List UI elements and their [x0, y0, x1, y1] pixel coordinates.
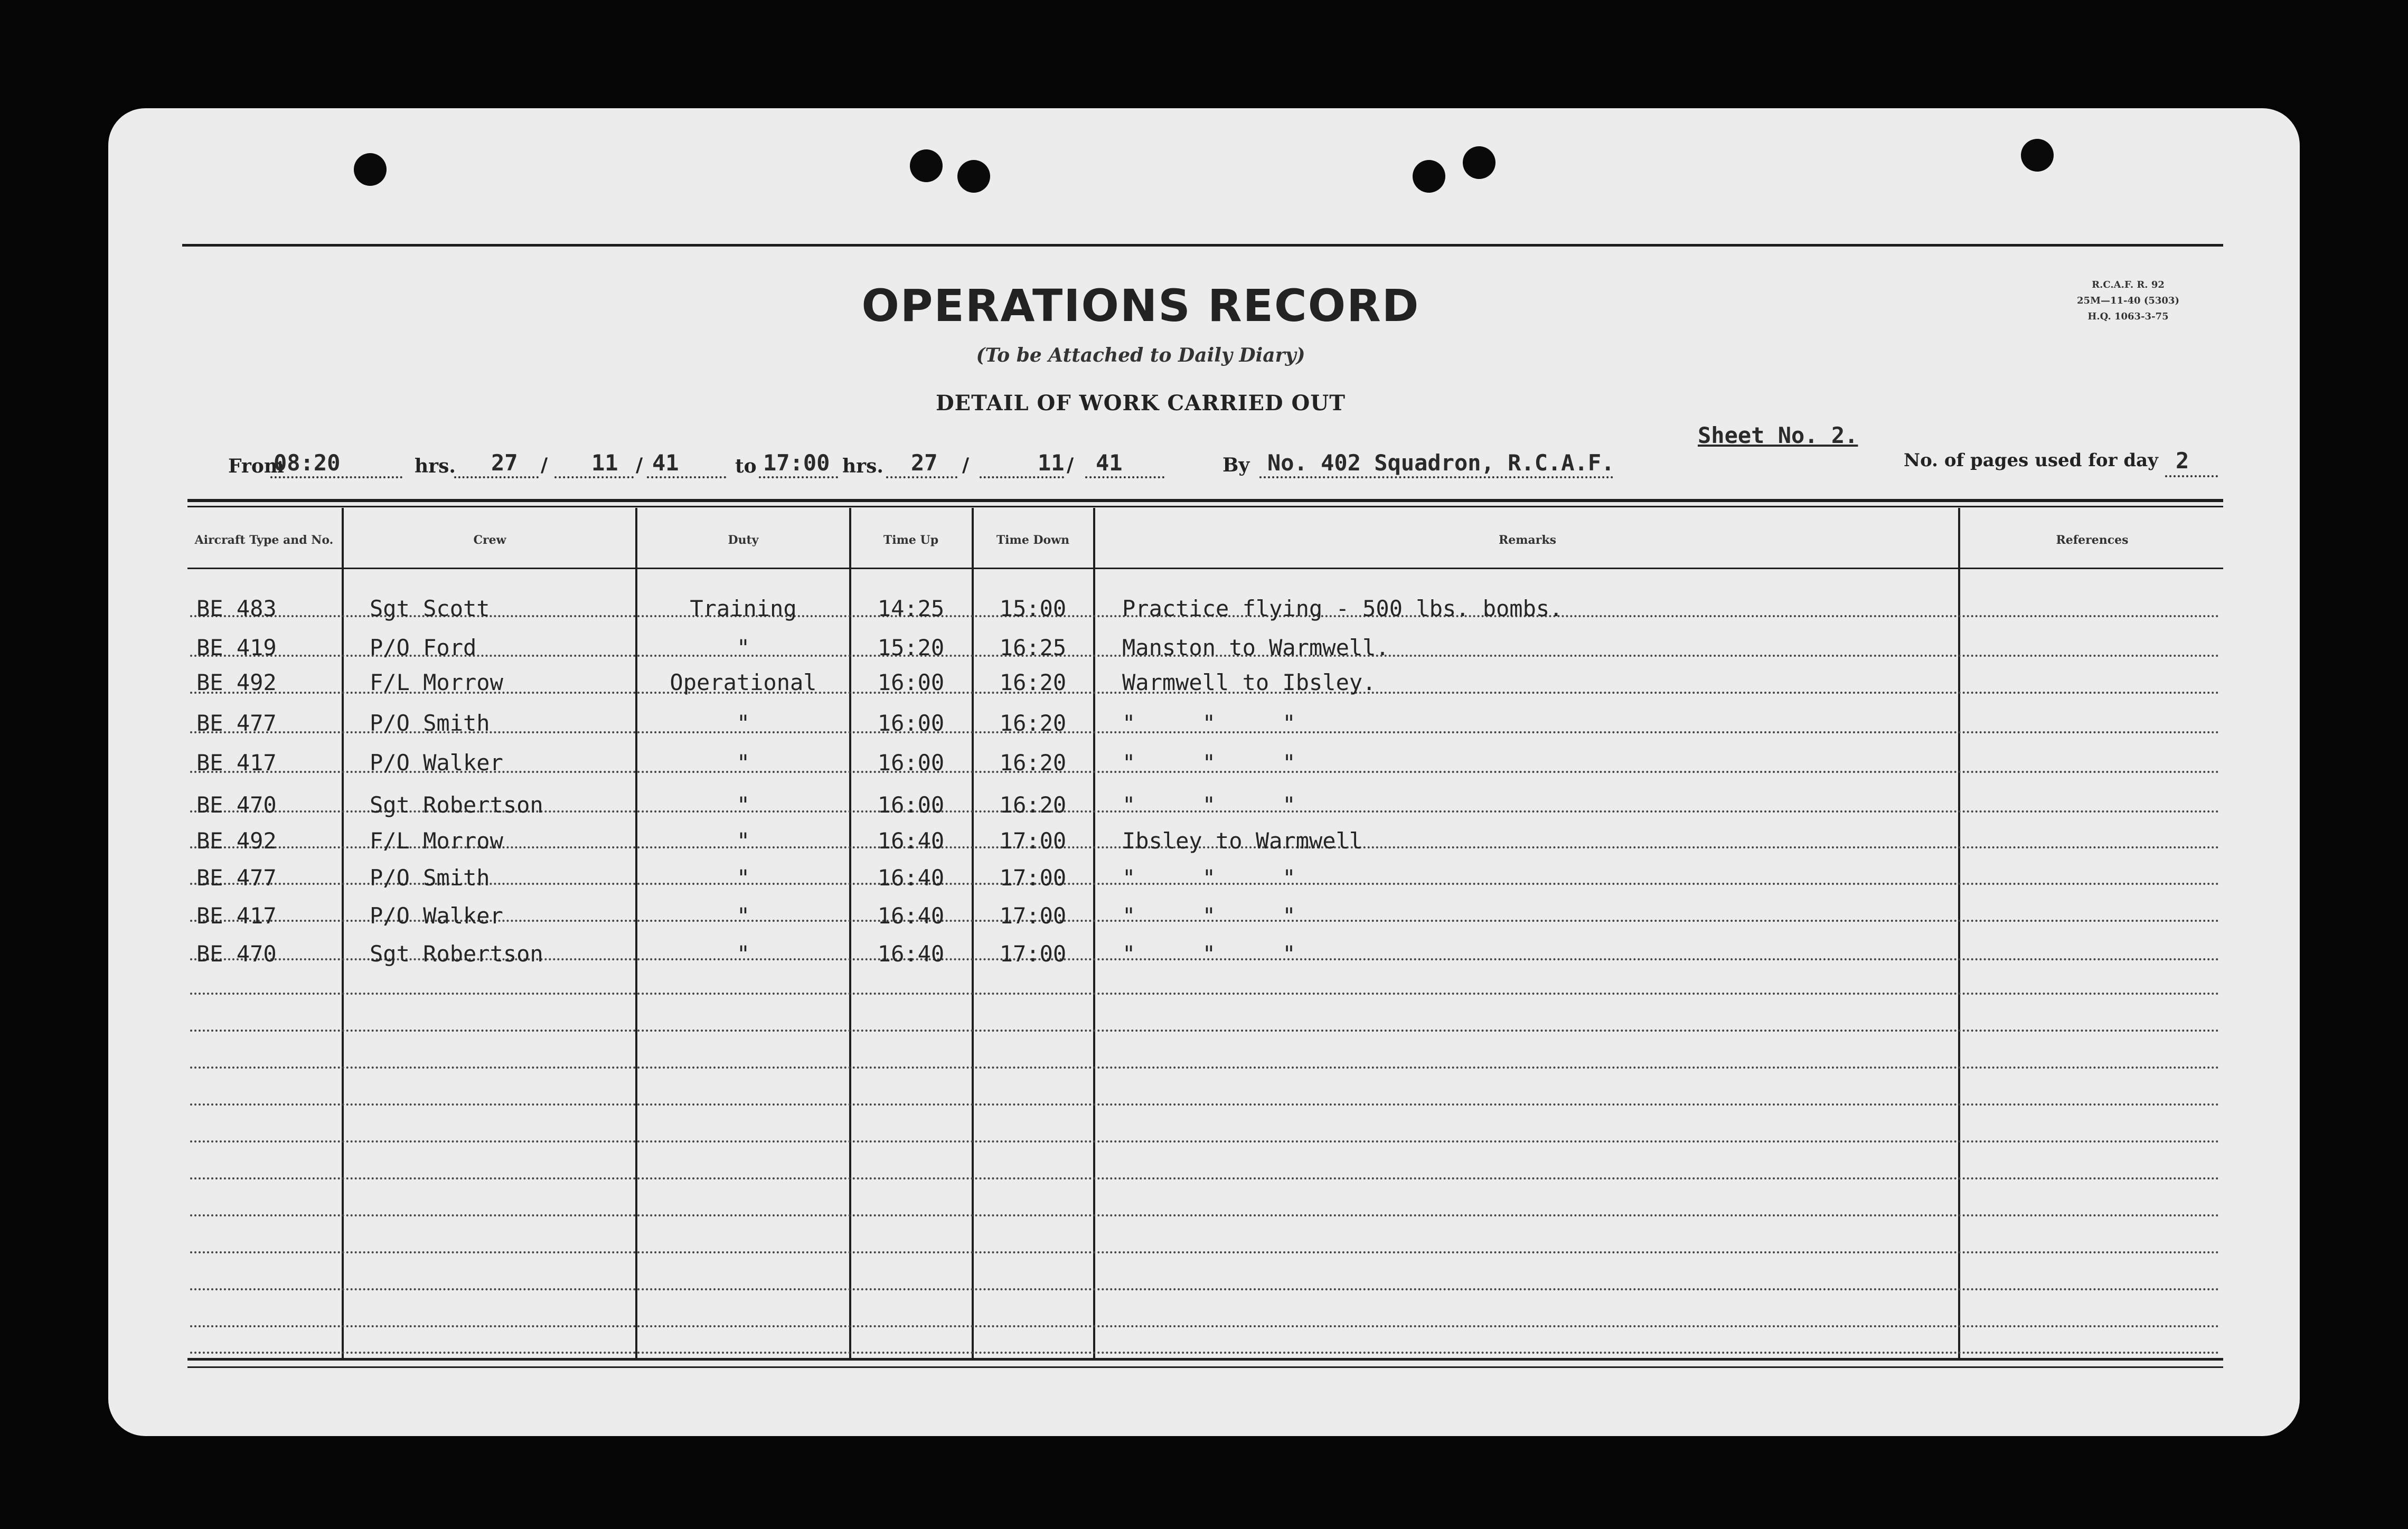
crew-cell: P/O Ford — [370, 635, 477, 660]
page-title: OPERATIONS RECORD — [861, 280, 1420, 332]
top-rule — [182, 244, 2223, 247]
header-time-up: Time Up — [883, 533, 939, 547]
to-day-line — [886, 476, 957, 478]
duty-cell: Training — [690, 596, 797, 621]
punch-hole — [354, 153, 387, 186]
punch-hole — [1463, 146, 1495, 179]
form-ref-line: 25M—11-40 (5303) — [2077, 295, 2179, 306]
from-day-line — [454, 476, 539, 478]
duty-cell: " — [736, 750, 750, 776]
remarks-cell: " " " — [1122, 792, 1296, 818]
ruling-line — [190, 1352, 2221, 1354]
time-down-cell: 16:25 — [999, 635, 1067, 660]
to-year: 41 — [1096, 450, 1123, 476]
time-down-cell: 17:00 — [999, 903, 1067, 929]
pages-line — [2165, 475, 2218, 477]
ruling-line — [190, 1214, 2221, 1216]
squadron-line — [1259, 476, 1613, 478]
by-label: By — [1222, 454, 1250, 476]
date-slash: / — [962, 454, 970, 476]
remarks-cell: " " " — [1122, 903, 1296, 929]
aircraft-cell: BE 417 — [196, 750, 277, 776]
crew-cell: F/L Morrow — [370, 828, 503, 854]
time-down-cell: 17:00 — [999, 865, 1067, 891]
time-down-cell: 17:00 — [999, 941, 1067, 967]
crew-cell: P/O Smith — [370, 710, 490, 736]
remarks-cell: " " " — [1122, 750, 1296, 776]
remarks-cell: " " " — [1122, 865, 1296, 891]
time-up-cell: 16:00 — [877, 750, 945, 776]
aircraft-cell: BE 470 — [196, 941, 277, 967]
time-down-cell: 16:20 — [999, 750, 1067, 776]
from-year-line — [647, 476, 726, 478]
ruling-line — [190, 1325, 2221, 1327]
aircraft-cell: BE 477 — [196, 710, 277, 736]
remarks-cell: Practice flying - 500 lbs. bombs. — [1122, 596, 1563, 621]
aircraft-cell: BE 470 — [196, 792, 277, 818]
table-top-rule-2 — [187, 506, 2223, 507]
duty-cell: " — [736, 828, 750, 854]
squadron-name: No. 402 Squadron, R.C.A.F. — [1267, 450, 1615, 476]
remarks-cell: Warmwell to Ibsley. — [1122, 669, 1376, 695]
duty-cell: " — [736, 710, 750, 736]
time-up-cell: 16:40 — [877, 865, 945, 891]
crew-cell: Sgt Scott — [370, 596, 490, 621]
aircraft-cell: BE 419 — [196, 635, 277, 660]
header-crew: Crew — [473, 533, 506, 547]
date-slash: / — [1067, 454, 1074, 476]
ruling-line — [190, 1030, 2221, 1032]
remarks-cell: Manston to Warmwell. — [1122, 635, 1389, 660]
form-ref-line: R.C.A.F. R. 92 — [2092, 279, 2165, 290]
header-references: References — [2056, 533, 2129, 547]
ruling-line — [190, 1140, 2221, 1143]
header-duty: Duty — [728, 533, 759, 547]
page-subtitle: (To be Attached to Daily Diary) — [976, 344, 1305, 366]
column-divider — [342, 508, 344, 1358]
duty-cell: Operational — [670, 669, 817, 695]
form-reference — [2049, 277, 2207, 325]
pages-label: No. of pages used for day — [1904, 450, 2158, 471]
duty-cell: " — [736, 865, 750, 891]
sheet-number: Sheet No. 2. — [1698, 422, 1858, 448]
to-hrs-label: hrs. — [842, 455, 883, 477]
from-day: 27 — [491, 450, 518, 476]
aircraft-cell: BE 492 — [196, 669, 277, 695]
pages-count: 2 — [2176, 448, 2189, 474]
aircraft-cell: BE 417 — [196, 903, 277, 929]
time-up-cell: 14:25 — [877, 596, 945, 621]
aircraft-cell: BE 477 — [196, 865, 277, 891]
to-year-line — [1085, 476, 1164, 478]
time-down-cell: 16:20 — [999, 792, 1067, 818]
from-month: 11 — [591, 450, 618, 476]
to-day: 27 — [911, 450, 938, 476]
from-time-line — [270, 476, 402, 478]
column-divider — [1958, 508, 1960, 1358]
table-bottom-rule-2 — [187, 1366, 2223, 1368]
crew-cell: P/O Smith — [370, 865, 490, 891]
time-down-cell: 16:20 — [999, 669, 1067, 695]
header-bottom-rule — [187, 568, 2223, 569]
from-year: 41 — [652, 450, 679, 476]
ruling-line — [190, 1251, 2221, 1253]
time-down-cell: 16:20 — [999, 710, 1067, 736]
time-up-cell: 15:20 — [877, 635, 945, 660]
crew-cell: Sgt Robertson — [370, 941, 543, 967]
ruling-line — [190, 1103, 2221, 1106]
to-label: to — [735, 455, 757, 477]
duty-cell: " — [736, 903, 750, 929]
punch-hole — [2021, 139, 2054, 172]
ruling-line — [190, 1177, 2221, 1179]
hrs-label: hrs. — [415, 455, 456, 477]
from-month-line — [554, 476, 634, 478]
form-ref-line: H.Q. 1063-3-75 — [2087, 311, 2169, 322]
to-month: 11 — [1038, 450, 1065, 476]
punch-hole — [910, 149, 943, 182]
to-time-line — [759, 476, 838, 478]
ruling-line — [190, 993, 2221, 995]
remarks-cell: " " " — [1122, 941, 1296, 967]
time-down-cell: 15:00 — [999, 596, 1067, 621]
time-up-cell: 16:40 — [877, 828, 945, 854]
header-remarks: Remarks — [1498, 533, 1557, 547]
table-top-rule — [187, 499, 2223, 502]
time-up-cell: 16:00 — [877, 669, 945, 695]
punch-hole — [1413, 160, 1445, 193]
crew-cell: P/O Walker — [370, 903, 503, 929]
from-label: From — [228, 455, 284, 477]
time-up-cell: 16:40 — [877, 903, 945, 929]
to-month-line — [980, 476, 1064, 478]
time-up-cell: 16:40 — [877, 941, 945, 967]
duty-cell: " — [736, 792, 750, 818]
from-time: 08:20 — [274, 450, 341, 476]
duty-cell: " — [736, 941, 750, 967]
crew-cell: Sgt Robertson — [370, 792, 543, 818]
table-bottom-rule — [187, 1358, 2223, 1361]
time-up-cell: 16:00 — [877, 792, 945, 818]
date-slash: / — [636, 454, 643, 476]
punch-hole — [957, 160, 990, 193]
ruling-line — [190, 1288, 2221, 1290]
ruling-line — [190, 1066, 2221, 1069]
remarks-cell: " " " — [1122, 710, 1296, 736]
crew-cell: F/L Morrow — [370, 669, 503, 695]
crew-cell: P/O Walker — [370, 750, 503, 776]
aircraft-cell: BE 483 — [196, 596, 277, 621]
aircraft-cell: BE 492 — [196, 828, 277, 854]
column-divider — [1093, 508, 1095, 1358]
remarks-cell: Ibsley to Warmwell — [1122, 828, 1363, 854]
header-time-down: Time Down — [996, 533, 1070, 547]
time-up-cell: 16:00 — [877, 710, 945, 736]
detail-heading: DETAIL OF WORK CARRIED OUT — [935, 391, 1346, 416]
duty-cell: " — [736, 635, 750, 660]
to-time: 17:00 — [763, 450, 830, 476]
header-aircraft: Aircraft Type and No. — [194, 533, 334, 547]
date-slash: / — [541, 454, 548, 476]
time-down-cell: 17:00 — [999, 828, 1067, 854]
